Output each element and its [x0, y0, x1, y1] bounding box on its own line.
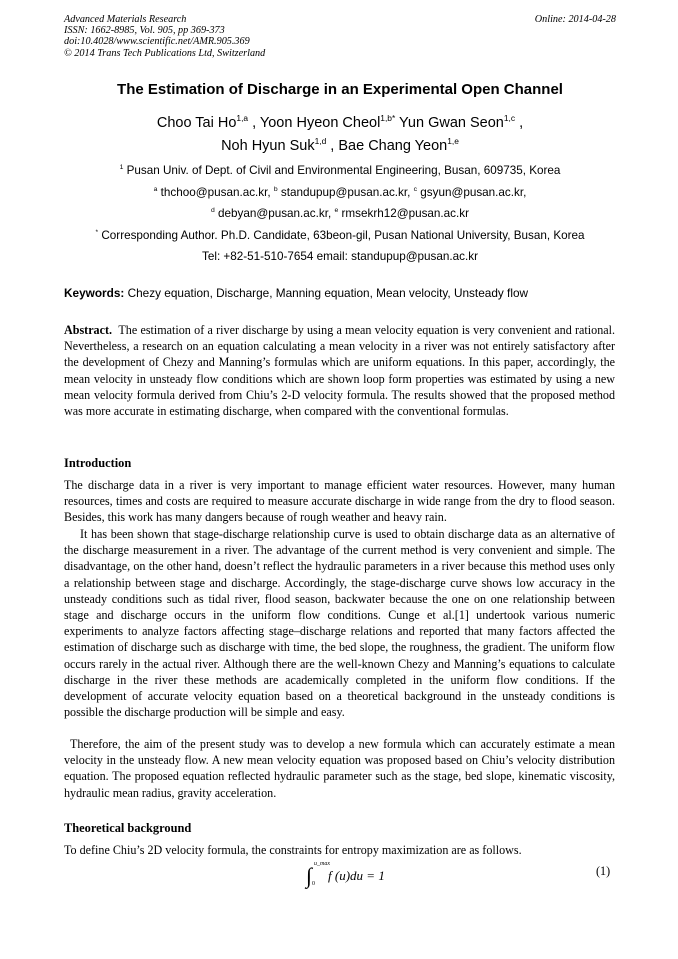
- author-name: Choo Tai Ho: [156, 115, 237, 131]
- affiliation-text: Pusan Univ. of Dept. of Civil and Environmental Engineering, Busan, 609735, Korea: [126, 164, 561, 177]
- equation-number: (1): [596, 864, 611, 878]
- email-address: standupup@pusan.ac.kr,: [280, 186, 411, 199]
- email-mark: e: [334, 207, 339, 215]
- intro-paragraph-3: Therefore, the aim of the present study was to develop a new formula which can accurately estimate a mean velocity in the unsteady flow. A new mean velocity equation was proposed based on Chiu’s velocity distribution equation. The proposed equation reflected hydraulic parameter such as the stage, bed slope, kinematic viscosity, hydraulic mean radius, gravity acceleration.: [64, 737, 615, 800]
- integral-limits: [312, 861, 331, 888]
- issn-line: ISSN: 1662-8985, Vol. 905, pp 369-373: [64, 25, 225, 37]
- lower-limit: 0: [312, 881, 316, 888]
- upper-limit: u_max: [314, 861, 331, 868]
- author-name: Noh Hyun Suk: [221, 138, 315, 154]
- corresponding-contact: Tel: +82-51-510-7654 email: standupup@pusan.ac.kr: [202, 250, 478, 263]
- author-line-2: [64, 138, 616, 154]
- email-address: debyan@pusan.ac.kr,: [218, 207, 332, 220]
- integral-sign: ∫: [306, 863, 313, 888]
- doi-line: doi:10.4028/www.scientific.net/AMR.905.369: [64, 36, 250, 48]
- author-affil-mark: 1,a: [236, 113, 249, 124]
- keywords-text: Chezy equation, Discharge, Manning equation, Mean velocity, Unsteady flow: [127, 286, 529, 300]
- corresponding-text: Corresponding Author. Ph.D. Candidate, 63beon-gil, Pusan National University, Busan, Korea: [101, 229, 585, 242]
- journal-header: [64, 14, 616, 59]
- email-address: gsyun@pusan.ac.kr,: [420, 186, 527, 199]
- author-affil-mark: 1,e: [447, 136, 459, 147]
- email-mark: a: [153, 186, 158, 194]
- author-separator: ,: [515, 115, 524, 131]
- author-separator: ,: [326, 138, 339, 154]
- copyright-line: © 2014 Trans Tech Publications Ltd, Switzerland: [64, 47, 266, 59]
- equation-1: [306, 860, 385, 887]
- author-name: Bae Chang Yeon: [338, 138, 448, 154]
- equation-body: f (u)du = 1: [328, 868, 385, 883]
- corresponding-mark: *: [95, 229, 99, 237]
- author-affil-mark: 1,b*: [380, 113, 396, 124]
- affiliation-mark: 1: [119, 164, 124, 172]
- abstract-text: The estimation of a river discharge by using a mean velocity equation is very convenient and rational. Nevertheless, a research on an equation calculating a mean velocity in a river was not entirely satisfactory after the development of Chezy and Manning’s formulas which are uniform equations. In this paper, accordingly, the mean velocity in unsteady flow conditions which are shown loop form properties was estimated by using a new mean velocity formula derived from Chiu’s 2-D velocity formula. The results showed that the proposed method was more accurate in estimating discharge, when compared with the conventional formulas.: [64, 323, 615, 419]
- email-address: rmsekrh12@pusan.ac.kr: [341, 207, 469, 220]
- abstract: [64, 322, 615, 419]
- email-address: thchoo@pusan.ac.kr,: [160, 186, 271, 199]
- intro-paragraph-1: The discharge data in a river is very important to manage efficient water resources. However, many human resources, times and costs are required to measure accurate discharge in wide range from the dry to flood season. Besides, this work has many dangers because of rough weather and heavy rain.: [64, 478, 615, 525]
- theory-text: To define Chiu’s 2D velocity formula, the constraints for entropy maximization are as follows.: [64, 843, 522, 857]
- author-name: Yoon Hyeon Cheol: [259, 115, 381, 131]
- corresponding-author: [64, 229, 616, 242]
- paper-title: The Estimation of Discharge in an Experimental Open Channel: [117, 81, 563, 98]
- keywords: [64, 286, 616, 300]
- author-line-1: [64, 115, 616, 131]
- email-mark: d: [210, 207, 215, 215]
- email-line-1: [64, 186, 616, 199]
- email-line-2: [64, 207, 616, 220]
- online-date: Online: 2014-04-28: [534, 14, 616, 25]
- email-mark: b: [273, 186, 278, 194]
- author-name: Yun Gwan Seon: [399, 115, 504, 131]
- author-affil-mark: 1,d: [314, 136, 327, 147]
- journal-name: Advanced Materials Research: [64, 14, 187, 25]
- intro-paragraph-2: It has been shown that stage-discharge relationship curve is used to obtain discharge data as an alternative of the discharge measurement in a river. The advantage of the current method is very convenient and simple. The disadvantage, on the other hand, doesn’t reflect the hydraulic parameters in a river because this method uses only a relationship between stage and discharge. Accordingly, the stage-discharge curve shows low accuracy in the unsteady conditions such as tidal river, flood season, backwater because the one on one relationship between stage and discharge occurs in the uniform flow conditions. Cunge et al.[1] undertook various numeric experiments to analyze factors affecting stage–discharge relations and reported that many factors affected the estimation of discharge such as discharge with time, the bed slope, the roughness, the gradient. The uniform flow occurs rarely in the actual river. Although there are the well-known Chezy and Manning’s equations to calculate discharge in the river these methods are academically completed in the uniform flow conditions. If the development of accurate velocity equation based on a theoretical background in the unsteady conditions is possible the discharge production will be simple and easy.: [64, 527, 615, 720]
- keywords-label: Keywords:: [64, 286, 125, 300]
- abstract-label: Abstract.: [64, 323, 113, 337]
- email-mark: c: [413, 186, 418, 194]
- author-affil-mark: 1,c: [503, 113, 516, 124]
- author-separator: ,: [248, 115, 260, 131]
- affiliation: [64, 164, 616, 177]
- theory-heading: Theoretical background: [64, 821, 192, 835]
- introduction-heading: Introduction: [64, 456, 132, 470]
